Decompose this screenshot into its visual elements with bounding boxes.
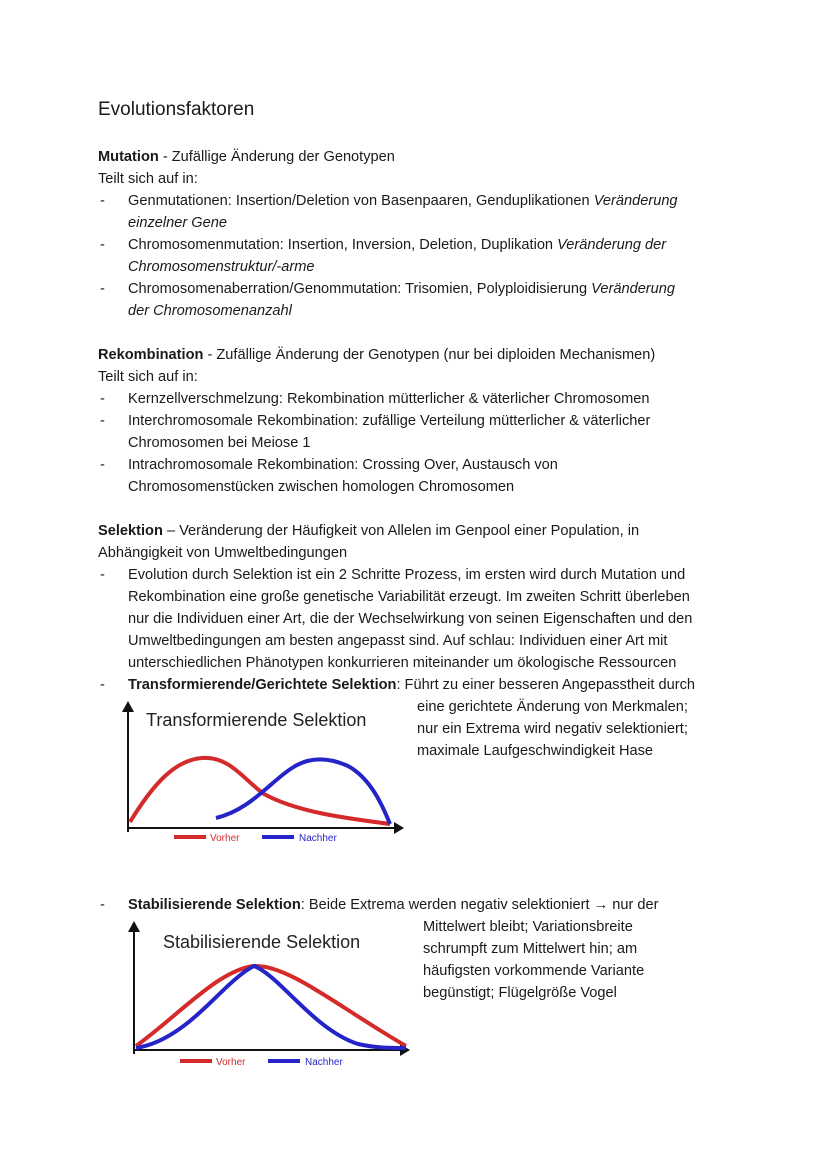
after-curve <box>216 760 390 825</box>
selektion-heading-cont: Abhängigkeit von Umweltbedingungen <box>98 545 348 561</box>
paragraph-line: Rekombination eine große genetische Variabilität erzeugt. Im zweiten Schritt überleben <box>128 589 690 605</box>
legend-before-label: Vorher <box>216 1057 246 1068</box>
legend-after-label: Nachher <box>299 833 337 844</box>
y-axis-arrow <box>122 701 134 712</box>
chart-title: Stabilisierende Selektion <box>163 932 361 952</box>
stab-side-line: häufigsten vorkommende Variante <box>423 963 645 979</box>
list-item: Genmutationen: Insertion/Deletion von Basenpaaren, Genduplikationen Veränderung <box>128 193 678 209</box>
stab-side-line: schrumpft zum Mittelwert hin; am <box>423 941 638 957</box>
rekombination-split: Teilt sich auf in: <box>98 369 198 385</box>
page-title: Evolutionsfaktoren <box>98 99 255 120</box>
paragraph-line: unterschiedlichen Phänotypen konkurrieren miteinander um ökologische Ressourcen <box>128 655 677 671</box>
legend-after-swatch <box>268 1059 300 1063</box>
trans-heading-line: Transformierende/Gerichtete Selektion: Führt zu einer besseren Angepasstheit durch <box>128 677 695 693</box>
stab-heading: Stabilisierende Selektion <box>128 897 301 913</box>
paragraph-line: Evolution durch Selektion ist ein 2 Schritte Prozess, im ersten wird durch Mutation und <box>128 567 686 583</box>
list-item: Chromosomenaberration/Genommutation: Trisomien, Polyploidisierung Veränderung <box>128 281 676 297</box>
list-item: Chromosomenmutation: Insertion, Inversion, Deletion, Duplikation Veränderung der <box>128 237 667 253</box>
trans-side-line: eine gerichtete Änderung von Merkmalen; <box>417 699 688 715</box>
selektion-heading-line: Selektion – Veränderung der Häufigkeit von Allelen im Genpool einer Population, in <box>98 523 640 539</box>
legend-before-swatch <box>180 1059 212 1063</box>
transformierende-selektion-diagram <box>112 700 412 860</box>
selektion-heading: Selektion <box>98 523 163 539</box>
list-item-cont: Chromosomenstruktur/-arme <box>128 259 315 275</box>
list-item: Interchromosomale Rekombination: zufällige Verteilung mütterlicher & väterlicher <box>128 413 651 429</box>
paragraph-line: nur die Individuen einer Art, die der Wechselwirkung von seinen Eigenschaften und den <box>128 611 693 627</box>
trans-side-line: nur ein Extrema wird negativ selektioniert; <box>417 721 688 737</box>
rekombination-heading: Rekombination <box>98 347 204 363</box>
paragraph-line: Umweltbedingungen am besten angepasst sind. Auf schlau: Individuen einer Art mit <box>128 633 668 649</box>
stabilisierende-selektion-diagram <box>118 918 418 1078</box>
list-item-cont: der Chromosomenanzahl <box>128 303 292 319</box>
chart-title: Transformierende Selektion <box>146 710 367 730</box>
legend-before-label: Vorher <box>210 833 240 844</box>
legend-after-swatch <box>262 835 294 839</box>
stab-side-line: begünstigt; Flügelgröße Vogel <box>423 985 617 1001</box>
legend-before-swatch <box>174 835 206 839</box>
mutation-heading-line <box>98 146 395 168</box>
mutation-heading: Mutation <box>98 149 159 165</box>
mutation-heading-rest: - Zufällige Änderung der Genotypen <box>158 149 395 165</box>
list-item-cont: Chromosomenstücken zwischen homologen Chromosomen <box>128 479 515 495</box>
stab-side-line: Mittelwert bleibt; Variationsbreite <box>423 919 633 935</box>
list-item: Intrachromosomale Rekombination: Crossing Over, Austausch von <box>128 457 558 473</box>
legend-after-label: Nachher <box>305 1057 343 1068</box>
list-item-cont: Chromosomen bei Meiose 1 <box>128 435 311 451</box>
after-curve <box>136 966 406 1048</box>
stab-heading-line: Stabilisierende Selektion: Beide Extrema werden negativ selektioniert → nur der <box>128 897 659 913</box>
list-item-cont: einzelner Gene <box>128 215 227 231</box>
mutation-split: Teilt sich auf in: <box>98 171 198 187</box>
trans-heading: Transformierende/Gerichtete Selektion <box>128 677 397 693</box>
y-axis-arrow <box>128 921 140 932</box>
rekombination-heading-line: Rekombination - Zufällige Änderung der Genotypen (nur bei diploiden Mechanismen) <box>98 347 656 363</box>
document-page: Evolutionsfaktoren Mutation - Zufällige Änderung der Genotypen Teilt sich auf in: - Genmutationen: Insertion/Deletion von Basenpaaren, Genduplikationen Veränderung einzelner Gene - Chromosomenmutation: Insertion, Inversion, Deletion, Duplikation Veränderung der Chromosomenstruktur/-arme - Chromosomenaberration/Genommutation: Trisomien, Polyploidisierung Veränderung der Chromosomenanzahl Rekombination - Zufällige Änderung der Genotypen (nur bei diploiden Mechanismen) Teilt sich auf in: - Kernzellverschmelzung: Rekombination mütterlicher & väterlicher Chromosomen - Interchromosomale Rekombination: zufällige Verteilung mütterlicher & väterlicher Chromosomen bei Meiose 1 - Intrachromosomale Rekombination: Crossing Over, Austausch von Chromosomenstücken zwischen homologen Chromosomen Selektion – Veränderung der Häufigkeit von Allelen im Genpool einer Population, in Abhängigkeit von Umweltbedingungen - Evolution durch Selektion ist ein 2 Schritte Prozess, im ersten wird durch Mutation und Rekombination eine große genetische Variabilität erzeugt. Im zweiten Schritt überleben nur die Individuen einer Art, die der Wechselwirkung von seinen Eigenschaften und den Umweltbedingungen am besten angepasst sind. Auf schlau: Individuen einer Art mit unterschiedlichen Phänotypen konkurrieren miteinander um ökologische Ressourcen - Transformierende/Gerichtete Selektion: Führt zu einer besseren Angepasstheit durch eine gerichtete Änderung von Merkmalen; nur ein Extrema wird negativ selektioniert; maximale Laufgeschwindigkeit Hase Transformierende Selektion Vorher Nachher - Stabilisierende Selektion: Beide Extrema werden negativ selektioniert → nur der Mittelwert bleibt; Variationsbreite schrumpft zum Mittelwert hin; am häufigsten vorkommende Variante begünstigt; Flügelgröße Vogel Stabilisierende Selektion Vorher Nachher <box>0 0 828 1171</box>
x-axis-arrow <box>394 822 404 834</box>
trans-side-line: maximale Laufgeschwindigkeit Hase <box>417 743 654 759</box>
list-item: Kernzellverschmelzung: Rekombination mütterlicher & väterlicher Chromosomen <box>128 391 650 407</box>
